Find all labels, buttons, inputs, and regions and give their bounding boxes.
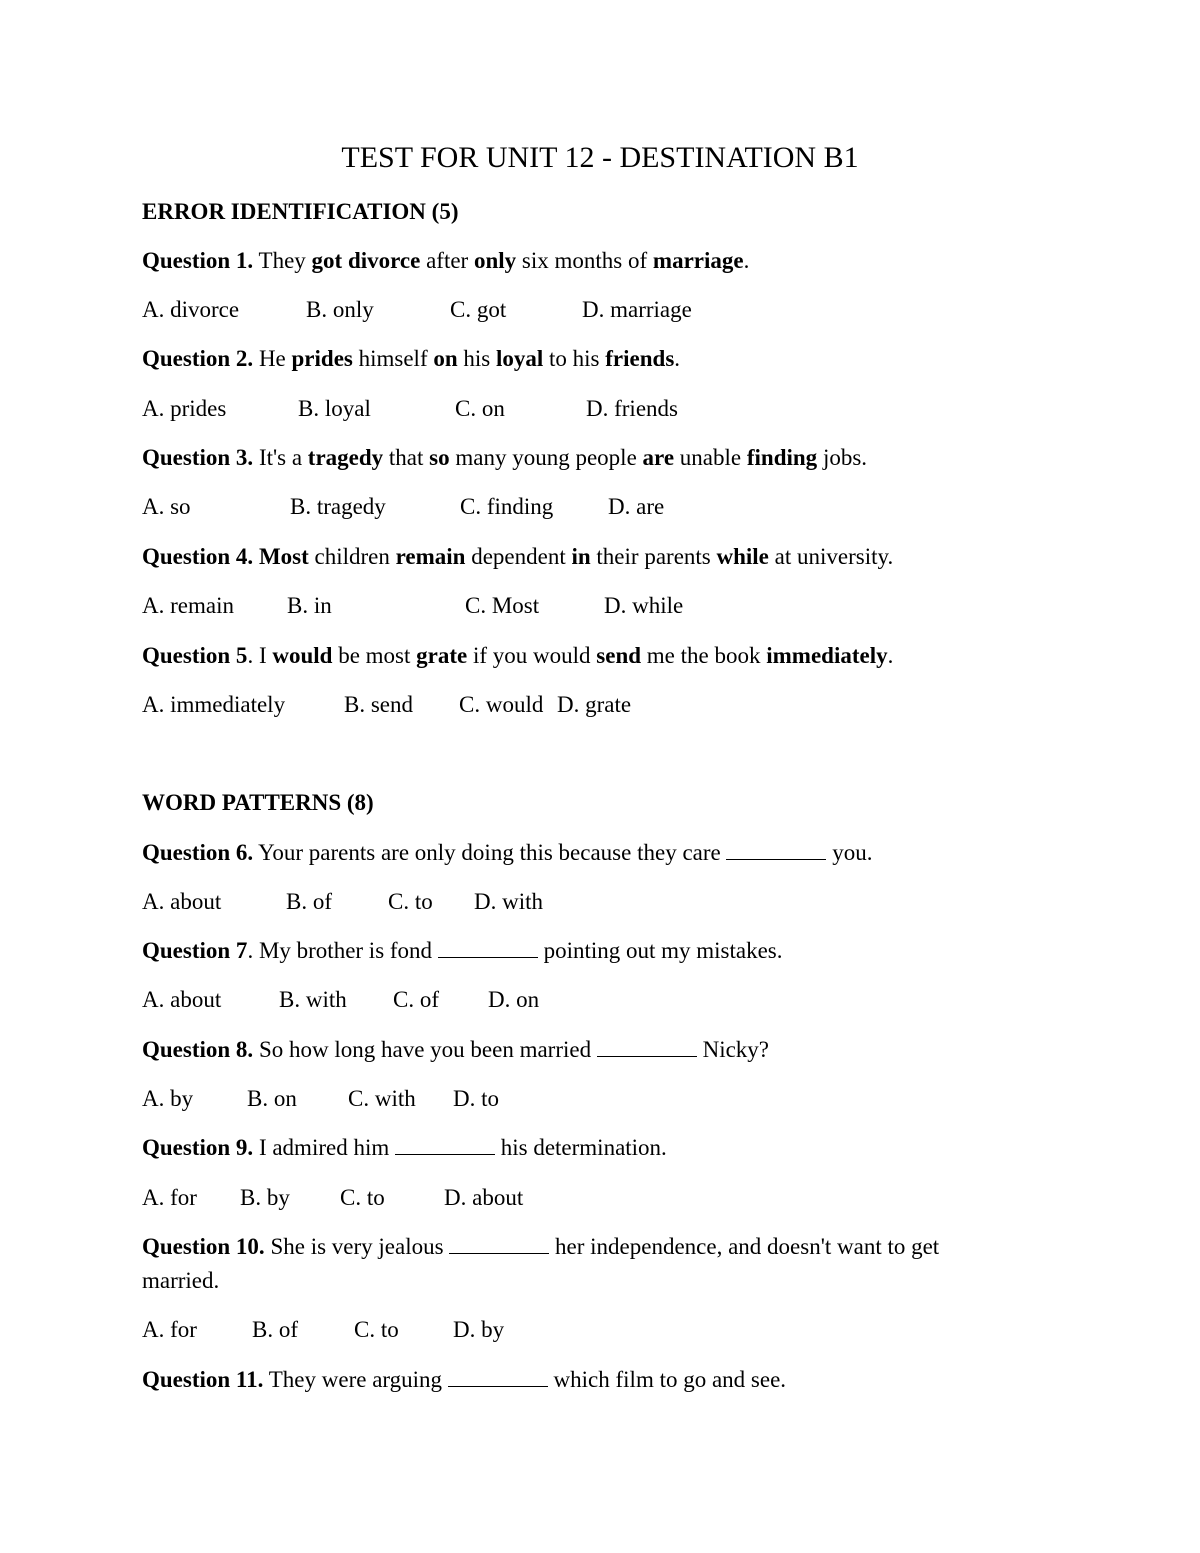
question-text: if you would [467,643,597,668]
option-d[interactable]: D. by [453,1317,505,1342]
option-d[interactable]: D. on [488,987,540,1012]
question-text: dependent [465,544,572,569]
answer-options-9 [142,1183,1142,1213]
question-6 [142,838,872,868]
answer-blank[interactable] [597,1036,697,1057]
question-text: their parents [590,544,717,569]
option-a[interactable]: A. divorce [142,297,240,322]
underlined-part: only [473,248,517,273]
question-11 [142,1365,786,1395]
option-a[interactable]: A. for [142,1185,197,1210]
question-text: after [420,248,474,273]
option-b[interactable]: B. by [240,1185,290,1210]
underlined-part: on [433,346,458,371]
answer-options-5 [142,690,1142,720]
underlined-part: marriage [652,248,744,273]
question-text: his [457,346,496,371]
question-text: many young people [449,445,643,470]
answer-options-10 [142,1315,1142,1345]
section-heading-word-patterns: WORD PATTERNS (8) [142,790,374,815]
question-label: Question 11. [142,1367,264,1392]
question-text: at university. [768,544,894,569]
question-text: which film to go and see. [547,1367,787,1392]
answer-blank[interactable] [448,1366,548,1387]
underlined-part: are [642,445,675,470]
option-d[interactable]: D. to [453,1086,499,1111]
answer-options-8 [142,1084,1142,1114]
underlined-part: immediately [766,643,888,668]
section-heading-error-identification: ERROR IDENTIFICATION (5) [142,199,459,224]
answer-options-3 [142,492,1142,522]
question-text: you. [826,840,873,865]
answer-options-2 [142,394,1142,424]
option-d[interactable]: D. grate [557,692,632,717]
option-d[interactable]: D. about [444,1185,524,1210]
question-text: jobs. [817,445,868,470]
option-c[interactable]: C. to [388,889,433,914]
question-text: I admired him [253,1135,395,1160]
underlined-part: would [272,643,333,668]
question-4 [142,542,893,572]
question-label: Question 2. [142,346,254,371]
underlined-part: prides [291,346,353,371]
question-text: . My brother is fond [247,938,438,963]
question-5 [142,641,893,671]
option-c[interactable]: C. finding [460,494,554,519]
option-c[interactable]: C. on [455,396,505,421]
option-b[interactable]: B. of [286,889,332,914]
underlined-part: loyal [496,346,544,371]
option-a[interactable]: A. immediately [142,692,286,717]
underlined-part: so [429,445,450,470]
option-c[interactable]: C. of [393,987,439,1012]
question-label: Question 8. [142,1037,254,1062]
answer-options-1 [142,295,1142,325]
option-b[interactable]: B. in [287,593,332,618]
option-b[interactable]: B. on [247,1086,297,1111]
underlined-part: remain [395,544,466,569]
question-text: her independence, and doesn't want to get [549,1234,940,1259]
question-10 [142,1232,939,1262]
question-text: pointing out my mistakes. [537,938,783,963]
option-c[interactable]: C. would [459,692,544,717]
option-c[interactable]: C. Most [465,593,540,618]
question-label: Question 7 [142,938,248,963]
question-label: Question 3. [142,445,254,470]
question-label: Question 10. [142,1234,265,1259]
answer-options-6 [142,887,1142,917]
question-label: Question 4. [142,544,254,569]
underlined-part: friends [605,346,675,371]
question-text: me the book [641,643,767,668]
question-10-continuation: married. [142,1268,220,1293]
option-a[interactable]: A. about [142,987,222,1012]
option-c[interactable]: C. to [340,1185,385,1210]
option-a[interactable]: A. prides [142,396,227,421]
option-b[interactable]: B. tragedy [290,494,386,519]
question-text: . I [247,643,273,668]
question-text: They were arguing [263,1367,448,1392]
question-text: So how long have you been married [253,1037,597,1062]
option-a[interactable]: A. for [142,1317,197,1342]
question-text: He [253,346,292,371]
question-3 [142,443,867,473]
option-b[interactable]: B. loyal [298,396,371,421]
question-text: . [887,643,894,668]
question-text: . [674,346,681,371]
question-1 [142,246,749,276]
question-text: himself [352,346,434,371]
underlined-part: send [596,643,642,668]
option-b[interactable]: B. send [344,692,413,717]
question-text: . [743,248,750,273]
question-text: that [383,445,430,470]
option-a[interactable]: A. by [142,1086,194,1111]
answer-blank[interactable] [438,937,538,958]
underlined-part: finding [746,445,818,470]
underlined-part: while [716,544,769,569]
question-7 [142,936,783,966]
answer-blank[interactable] [726,839,826,860]
underlined-part: in [571,544,591,569]
option-d[interactable]: D. marriage [582,297,692,322]
question-9 [142,1133,667,1163]
option-a[interactable]: A. so [142,494,191,519]
answer-blank[interactable] [395,1134,495,1155]
page-title: TEST FOR UNIT 12 - DESTINATION B1 [341,141,859,174]
option-b[interactable]: B. only [306,297,374,322]
option-c[interactable]: C. to [354,1317,399,1342]
option-a[interactable]: A. about [142,889,222,914]
question-text: It's a [253,445,308,470]
question-text: She is very jealous [264,1234,450,1259]
question-label: Question 1. [142,248,254,273]
option-d[interactable]: D. with [474,889,543,914]
underlined-part: grate [416,643,468,668]
underlined-part: tragedy [307,445,384,470]
option-d[interactable]: D. friends [586,396,678,421]
option-d[interactable]: D. while [604,593,684,618]
question-text: his determination. [494,1135,667,1160]
underlined-part: Most [258,544,309,569]
option-a[interactable]: A. remain [142,593,234,618]
option-c[interactable]: C. with [348,1086,416,1111]
question-label: Question 6. [142,840,254,865]
question-text: unable [674,445,747,470]
question-text: Nicky? [696,1037,770,1062]
option-b[interactable]: B. of [252,1317,298,1342]
question-8 [142,1035,769,1065]
question-text: Your parents are only doing this because they care [253,840,727,865]
question-text: children [308,544,396,569]
question-text: They [253,248,312,273]
question-label: Question 9. [142,1135,254,1160]
question-label: Question 5 [142,643,248,668]
option-c[interactable]: C. got [450,297,507,322]
underlined-part: got divorce [311,248,421,273]
option-b[interactable]: B. with [279,987,347,1012]
answer-options-4 [142,591,1142,621]
question-text: six months of [516,248,653,273]
question-text: to his [543,346,606,371]
question-text: be most [332,643,417,668]
answer-blank[interactable] [449,1233,549,1254]
option-d[interactable]: D. are [608,494,665,519]
question-2 [142,344,680,374]
answer-options-7 [142,985,1142,1015]
